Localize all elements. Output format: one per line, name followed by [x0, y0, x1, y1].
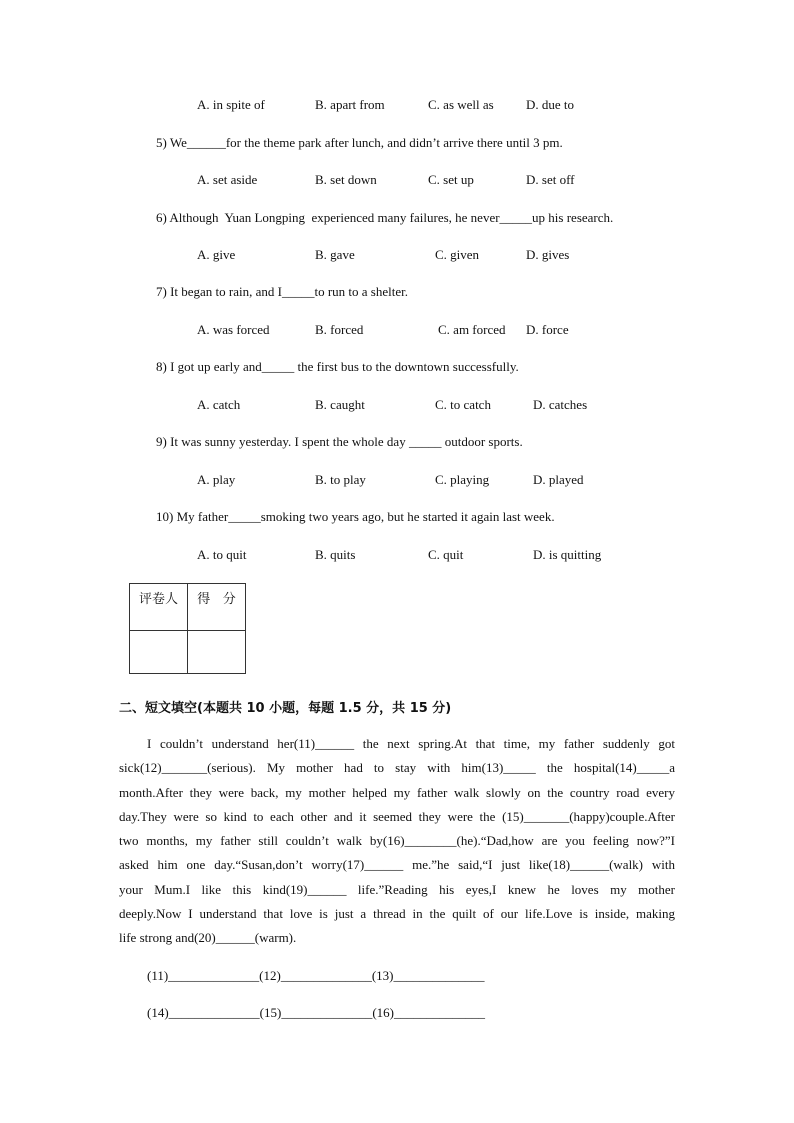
- option-c: C. quit: [428, 547, 464, 562]
- passage-line: day.They were so kind to each other and it seemed they were the (15)_______(happy)couple.After: [119, 808, 675, 824]
- question-stem: 5) We______for the theme park after lunch, and didn’t arrive there until 3 pm.: [156, 135, 563, 150]
- option-b: B. gave: [315, 247, 355, 262]
- score-cell[interactable]: [188, 631, 246, 674]
- answer-row[interactable]: (14)______________(15)______________(16)______________: [147, 1005, 485, 1020]
- option-d: D. set off: [526, 172, 575, 187]
- score-table: [129, 583, 246, 674]
- option-b: B. to play: [315, 472, 366, 487]
- option-a: A. in spite of: [197, 97, 265, 112]
- option-c: C. am forced: [438, 322, 506, 337]
- question-stem: 6) Although Yuan Longping experienced many failures, he never_____up his research.: [156, 210, 614, 225]
- score-header: 得 分: [188, 584, 246, 631]
- passage-line: two months, my father still couldn’t walk by(16)________(he).“Dad,how are you feeling now?”I: [119, 833, 675, 849]
- passage-line: sick(12)_______(serious). My mother had to stay with him(13)_____ the hospital(14)_____a: [119, 760, 675, 776]
- grader-cell[interactable]: [130, 631, 188, 674]
- option-d: D. force: [526, 322, 569, 337]
- question-stem: 9) It was sunny yesterday. I spent the whole day _____ outdoor sports.: [156, 434, 523, 449]
- option-d: D. played: [533, 472, 584, 487]
- option-b: B. set down: [315, 172, 377, 187]
- passage-line: asked him one day.“Susan,don’t worry(17)______ me.”he said,“I just like(18)______(walk) with: [119, 857, 675, 873]
- option-b: B. apart from: [315, 97, 385, 112]
- passage: [119, 732, 675, 951]
- question-stem: 7) It began to rain, and I_____to run to a shelter.: [156, 284, 408, 299]
- option-c: C. as well as: [428, 97, 494, 112]
- option-c: C. to catch: [435, 397, 491, 412]
- grader-header: 评卷人: [130, 584, 188, 631]
- passage-line: month.After they were back, my mother helped my father walk slowly on the country road every: [119, 784, 675, 800]
- option-d: D. is quitting: [533, 547, 602, 562]
- passage-line: life strong and(20)______(warm).: [119, 930, 297, 946]
- passage-line: your Mum.I like this kind(19)______ life.”Reading his eyes,I knew he loves my mother: [119, 881, 675, 897]
- option-d: D. gives: [526, 247, 570, 262]
- option-c: C. given: [435, 247, 480, 262]
- option-b: B. quits: [315, 547, 356, 562]
- option-d: D. catches: [533, 397, 588, 412]
- section-title: 二、短文填空(本题共 10 小题，每题 1.5 分，共 15 分): [119, 701, 452, 716]
- option-a: A. set aside: [197, 172, 258, 187]
- option-a: A. to quit: [197, 547, 247, 562]
- answer-row[interactable]: (11)______________(12)______________(13)______________: [147, 968, 485, 983]
- passage-line: deeply.Now I understand that love is just a thread in the quilt of our life.Love is inside, making: [119, 906, 675, 922]
- option-d: D. due to: [526, 97, 575, 112]
- option-a: A. was forced: [197, 322, 270, 337]
- question-stem: 10) My father_____smoking two years ago, but he started it again last week.: [156, 509, 555, 524]
- option-a: A. play: [197, 472, 236, 487]
- question-stem: 8) I got up early and_____ the first bus to the downtown successfully.: [156, 359, 519, 374]
- option-a: A. give: [197, 247, 236, 262]
- option-a: A. catch: [197, 397, 241, 412]
- option-c: C. set up: [428, 172, 474, 187]
- option-c: C. playing: [435, 472, 490, 487]
- option-b: B. caught: [315, 397, 365, 412]
- option-b: B. forced: [315, 322, 364, 337]
- passage-line: I couldn’t understand her(11)______ the next spring.At that time, my father suddenly got: [147, 736, 675, 751]
